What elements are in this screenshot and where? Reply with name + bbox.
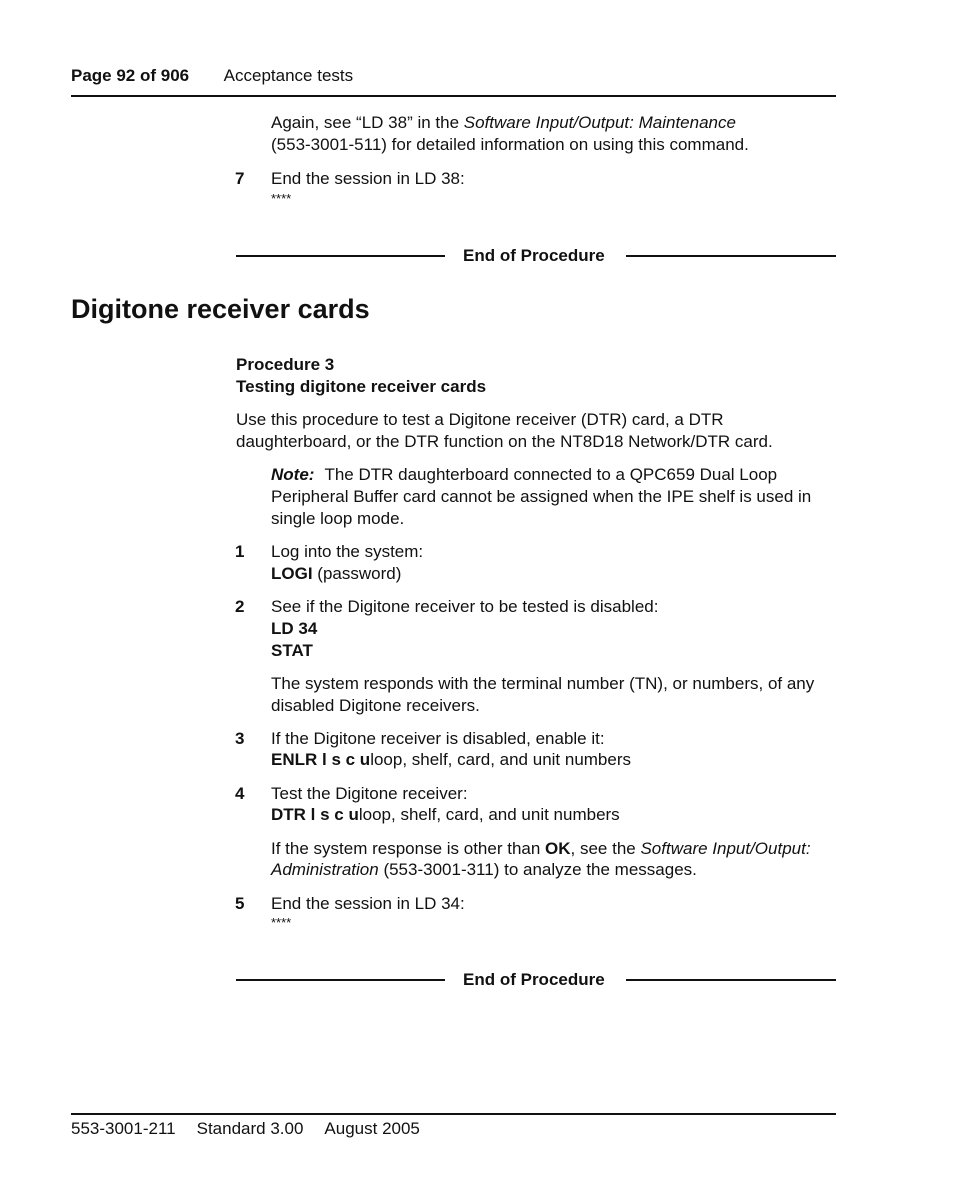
page-footer	[71, 1118, 420, 1140]
end-procedure-rule-right	[626, 255, 836, 257]
doc-reference: Software Input/Output:	[640, 839, 811, 858]
step-text: Test the Digitone receiver:	[271, 784, 468, 803]
note-label: Note:	[271, 465, 315, 484]
footer-rule	[71, 1113, 836, 1115]
end-of-procedure-label: End of Procedure	[463, 246, 605, 265]
page-header	[71, 65, 353, 87]
doc-reference: Software Input/Output: Maintenance	[463, 113, 736, 132]
section-title: Digitone receiver cards	[71, 294, 370, 324]
step-number: 1	[235, 542, 245, 561]
header-rule	[71, 95, 836, 97]
response-text: If the system response is other than OK, see the Software Input/Output:	[271, 839, 811, 858]
command: LD 34	[271, 619, 318, 638]
step-number: 4	[235, 784, 245, 803]
note-text: Peripheral Buffer card cannot be assigned when the IPE shelf is used in	[271, 487, 812, 506]
end-procedure-rule-left	[236, 979, 445, 981]
end-procedure-rule-right	[626, 979, 836, 981]
paragraph: (553-3001-511) for detailed information on using this command.	[271, 135, 749, 154]
intro-text: Use this procedure to test a Digitone receiver (DTR) card, a DTR	[236, 410, 724, 429]
command: DTR l s c uloop, shelf, card, and unit numbers	[271, 805, 620, 824]
command: STAT	[271, 641, 313, 660]
page-number: Page 92 of 906	[71, 66, 190, 85]
step-text: See if the Digitone receiver to be tested is disabled:	[271, 597, 659, 616]
doc-reference: Administration	[271, 860, 379, 879]
standard-version: Standard 3.00	[196, 1119, 304, 1138]
step-number: 2	[235, 597, 245, 616]
step-number: 7	[235, 169, 245, 188]
procedure-title: Testing digitone receiver cards	[236, 377, 487, 396]
paragraph: Again, see “LD 38” in the Software Input/Output: Maintenance	[271, 113, 736, 132]
end-procedure-rule-left	[236, 255, 445, 257]
section-name: Acceptance tests	[223, 66, 354, 85]
publish-date: August 2005	[324, 1119, 420, 1138]
step-text: Log into the system:	[271, 542, 424, 561]
command: LOGI (password)	[271, 564, 402, 583]
procedure-label: Procedure 3	[236, 355, 335, 374]
intro-text: daughterboard, or the DTR function on the NT8D18 Network/DTR card.	[236, 432, 773, 451]
note-text: single loop mode.	[271, 509, 405, 528]
step-number: 3	[235, 729, 245, 748]
step-text: End the session in LD 34:	[271, 894, 465, 913]
response-text: Administration (553-3001-311) to analyze the messages.	[271, 860, 697, 879]
command: ****	[271, 915, 292, 930]
note: Note: The DTR daughterboard connected to a QPC659 Dual Loop	[271, 465, 778, 484]
step-text: If the Digitone receiver is disabled, enable it:	[271, 729, 605, 748]
response-text: disabled Digitone receivers.	[271, 696, 480, 715]
command: ****	[271, 191, 292, 206]
doc-number: 553-3001-211	[71, 1119, 176, 1138]
end-of-procedure-label: End of Procedure	[463, 970, 605, 989]
response-text: The system responds with the terminal number (TN), or numbers, of any	[271, 674, 815, 693]
command: ENLR l s c uloop, shelf, card, and unit numbers	[271, 750, 632, 769]
step-number: 5	[235, 894, 245, 913]
step-text: End the session in LD 38:	[271, 169, 465, 188]
